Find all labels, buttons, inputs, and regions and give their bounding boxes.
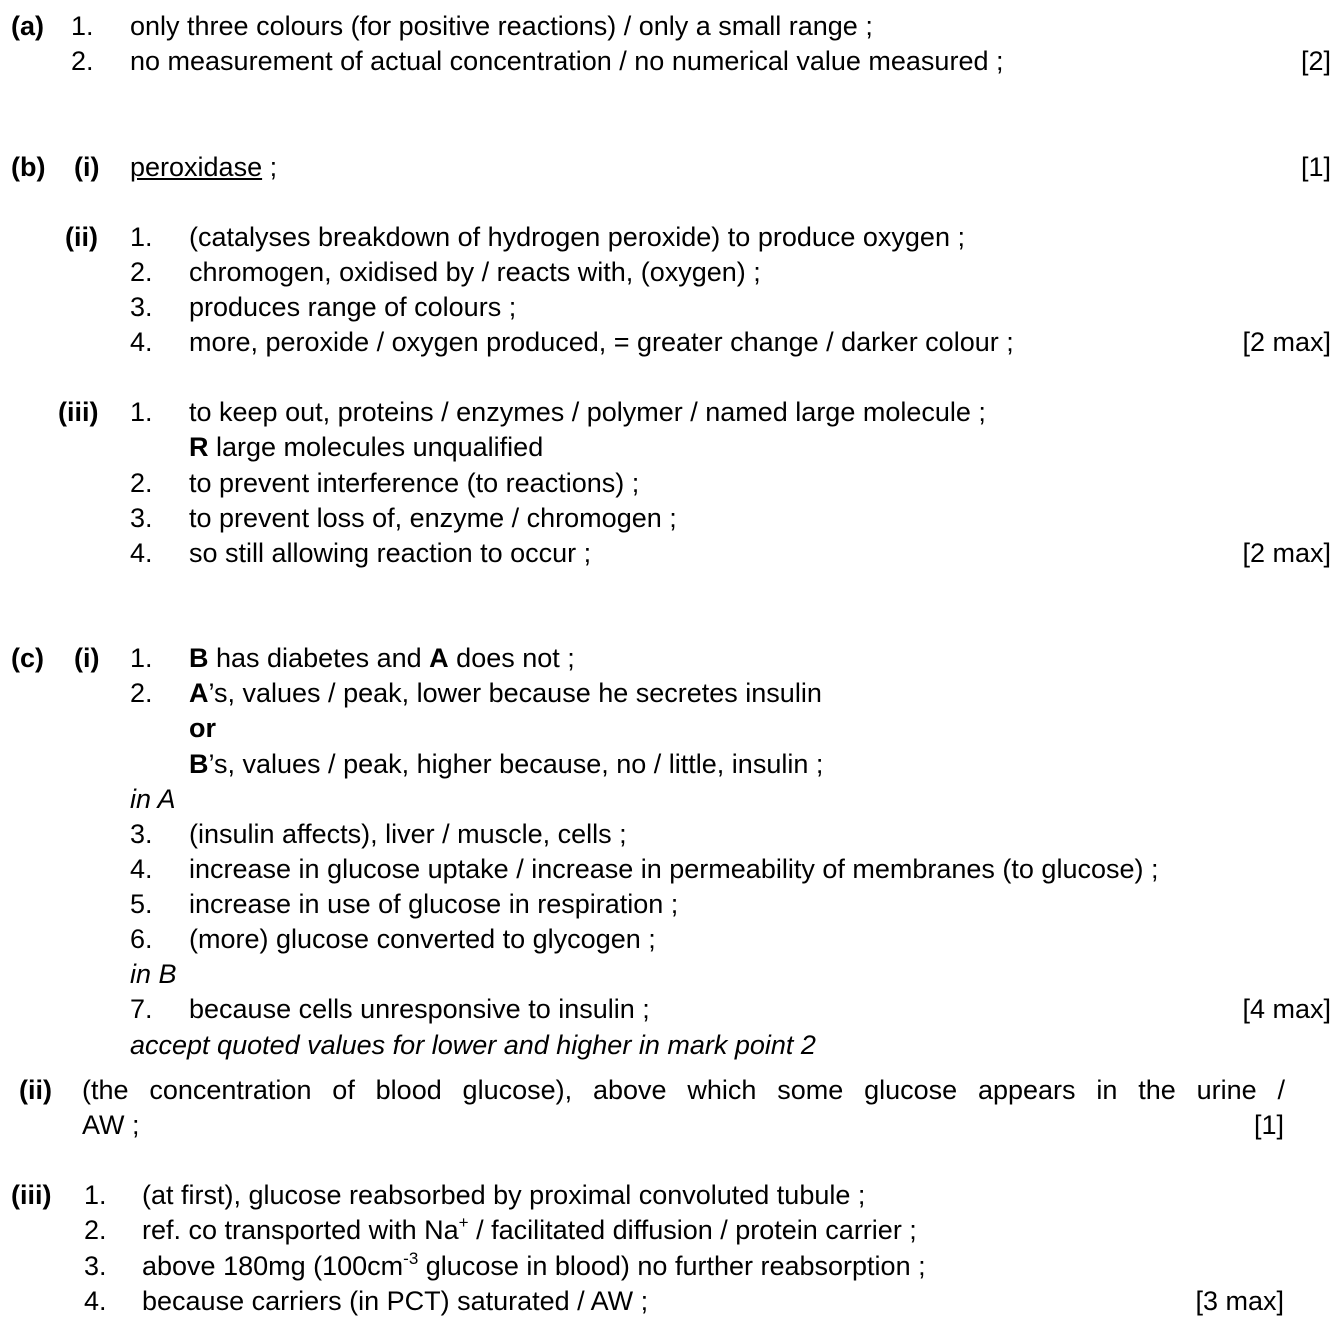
part-a-label: (a) — [11, 11, 44, 41]
mark-allocation: [2 max] — [1242, 538, 1331, 568]
answer-line: (more) glucose converted to glycogen ; — [189, 924, 656, 954]
examiner-note: accept quoted values for lower and higher in mark point 2 — [130, 1030, 816, 1060]
item-number: 3. — [130, 819, 153, 849]
answer-text: ref. co transported with Na — [142, 1215, 459, 1245]
mark-allocation: [2 max] — [1242, 327, 1331, 357]
group-heading: in A — [130, 784, 176, 814]
item-number: 1. — [71, 11, 94, 41]
answer-line: AW ; — [82, 1110, 140, 1140]
item-number: 3. — [130, 292, 153, 322]
subpart-label: (ii) — [65, 222, 98, 252]
or-connector: or — [189, 713, 216, 743]
mark-allocation: [2] — [1300, 46, 1331, 76]
answer-text: above 180mg (100cm — [142, 1251, 404, 1281]
item-number: 2. — [130, 678, 153, 708]
patient-b: B — [189, 643, 209, 673]
answer-line — [189, 751, 823, 778]
answer-line: to prevent loss of, enzyme / chromogen ; — [189, 503, 677, 533]
answer-line: increase in use of glucose in respiration ; — [189, 889, 679, 919]
item-number: 1. — [84, 1180, 107, 1210]
answer-line — [142, 1213, 917, 1245]
item-number: 4. — [130, 538, 153, 568]
answer-line — [189, 680, 822, 707]
mark-allocation: [3 max] — [1195, 1286, 1284, 1316]
patient-a: A — [429, 643, 449, 673]
reject-text: large molecules unqualified — [208, 432, 544, 462]
answer-line: because cells unresponsive to insulin ; — [189, 994, 650, 1024]
patient-b: B — [189, 749, 209, 779]
answer-text: glucose in blood) no further reabsorption ; — [418, 1251, 926, 1281]
underlined-answer: peroxidase — [130, 152, 263, 182]
answer-line: chromogen, oxidised by / reacts with, (oxygen) ; — [189, 257, 761, 287]
mark-allocation: [1] — [1300, 152, 1331, 182]
item-number: 6. — [130, 924, 153, 954]
item-number: 4. — [84, 1286, 107, 1316]
answer-line: increase in glucose uptake / increase in permeability of membranes (to glucose) ; — [189, 854, 1159, 884]
group-heading: in B — [130, 959, 177, 989]
answer-text: ’s, values / peak, lower because he secretes insulin — [208, 678, 822, 708]
item-number: 2. — [71, 46, 94, 76]
mark-allocation: [1] — [1253, 1110, 1284, 1140]
mark-allocation: [4 max] — [1242, 994, 1331, 1024]
answer-line: so still allowing reaction to occur ; — [189, 538, 592, 568]
answer-line: more, peroxide / oxygen produced, = greater change / darker colour ; — [189, 327, 1014, 357]
item-number: 1. — [130, 643, 153, 673]
answer-line — [142, 1249, 926, 1281]
answer-line: produces range of colours ; — [189, 292, 517, 322]
item-number: 2. — [130, 257, 153, 287]
answer-line: only three colours (for positive reactions) / only a small range ; — [130, 11, 873, 41]
part-b-label: (b) — [11, 152, 46, 182]
item-number: 3. — [130, 503, 153, 533]
item-number: 7. — [130, 994, 153, 1024]
answer-line — [130, 154, 277, 181]
patient-a: A — [189, 678, 209, 708]
item-number: 1. — [130, 397, 153, 427]
item-number: 1. — [130, 222, 153, 252]
answer-line: because carriers (in PCT) saturated / AW ; — [142, 1286, 649, 1316]
answer-text: ’s, values / peak, higher because, no / little, insulin ; — [208, 749, 824, 779]
answer-suffix: ; — [262, 152, 278, 182]
answer-line: (catalyses breakdown of hydrogen peroxide) to produce oxygen ; — [189, 222, 965, 252]
subpart-label: (i) — [74, 643, 100, 673]
part-c-label: (c) — [11, 643, 44, 673]
item-number: 2. — [84, 1215, 107, 1245]
subpart-label: (iii) — [58, 397, 99, 427]
item-number: 4. — [130, 327, 153, 357]
subpart-label: (ii) — [19, 1075, 52, 1105]
answer-line: no measurement of actual concentration / no numerical value measured ; — [130, 46, 1004, 76]
answer-text: / facilitated diffusion / protein carrier ; — [468, 1215, 917, 1245]
answer-line: to keep out, proteins / enzymes / polymer / named large molecule ; — [189, 397, 986, 427]
answer-line: to prevent interference (to reactions) ; — [189, 468, 640, 498]
subpart-label: (i) — [74, 152, 100, 182]
answer-line: (the concentration of blood glucose), above which some glucose appears in the urine / — [82, 1075, 1285, 1105]
item-number: 5. — [130, 889, 153, 919]
answer-line — [189, 645, 575, 672]
reject-note — [189, 434, 543, 461]
item-number: 2. — [130, 468, 153, 498]
subpart-label: (iii) — [11, 1180, 52, 1210]
answer-text: has diabetes and — [208, 643, 430, 673]
answer-line: (insulin affects), liver / muscle, cells ; — [189, 819, 627, 849]
answer-line: (at first), glucose reabsorbed by proximal convoluted tubule ; — [142, 1180, 866, 1210]
item-number: 3. — [84, 1251, 107, 1281]
answer-text: does not ; — [448, 643, 575, 673]
item-number: 4. — [130, 854, 153, 884]
reject-prefix: R — [189, 432, 209, 462]
superscript: + — [458, 1213, 469, 1232]
superscript: -3 — [403, 1249, 419, 1268]
